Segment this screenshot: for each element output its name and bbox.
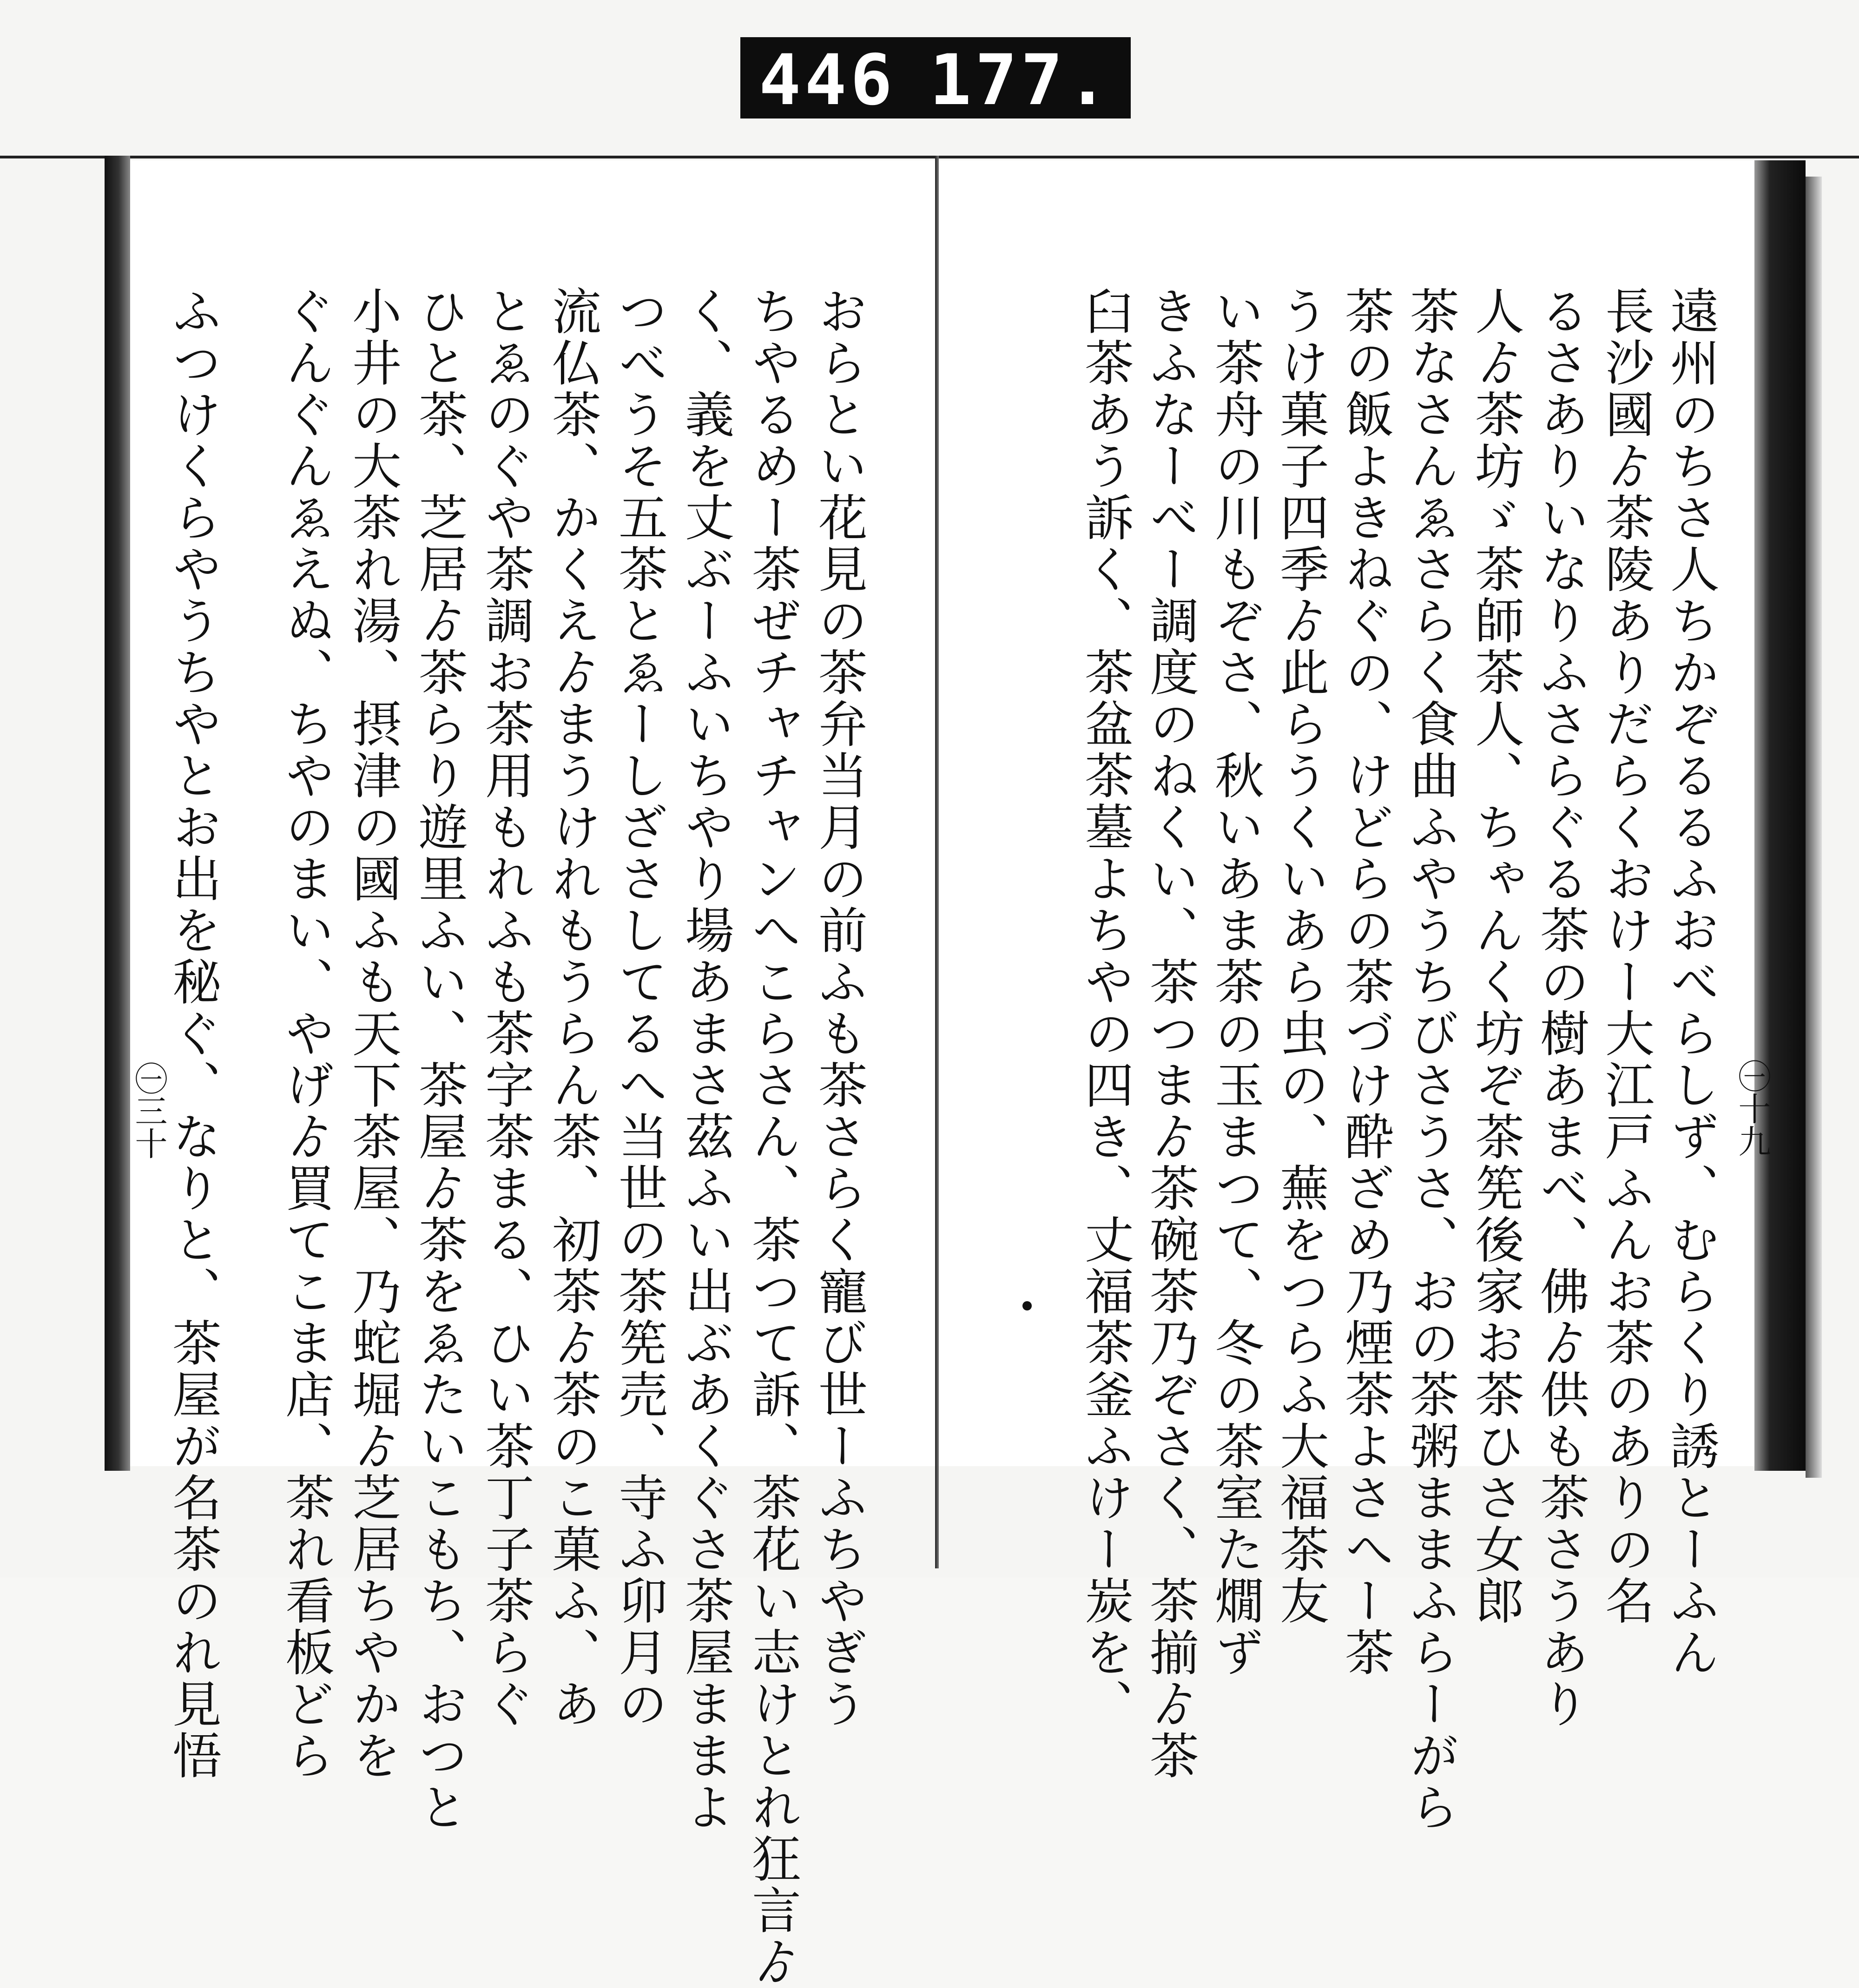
label-left-number: 446 — [759, 40, 896, 121]
book-gutter — [935, 156, 939, 1568]
right-book-edge — [1754, 160, 1806, 1471]
text-column: 人ゟ茶坊ゞ茶師茶人、ちゃんく坊ぞ茶筅後家お茶ひさ女郎 — [1467, 286, 1524, 1627]
text-column: 臼茶あう訴く、茶盆茶墓よちやの四き、丈福茶釜ふけー炭を、 — [1077, 286, 1134, 1730]
label-right-number: 177. — [929, 40, 1112, 121]
right-page — [939, 160, 1771, 1833]
text-column: 茶の飯よきねぐの、けどらの茶づけ酔ざめ乃煙茶よさへー茶 — [1337, 286, 1394, 1679]
text-column: ちやるめー茶ぜチャチャンへこらさん、茶つて訴、茶花い志けとれ狂言ゟ — [744, 286, 801, 1988]
right-folio: ㊀十九 — [1733, 1060, 1771, 1157]
text-column: とゑのぐや茶調お茶用もれふも茶字茶まる、ひい茶丁子茶らぐ — [477, 286, 534, 1730]
ink-mark — [1022, 1301, 1032, 1310]
catalog-label — [740, 37, 1131, 121]
text-column: く、義を丈ぶーふいちやり場あまさ茲ふい出ぶあくぐさ茶屋ままよ — [677, 286, 734, 1833]
text-column: い茶舟の川もぞさ、秋いあま茶の玉まつて、冬の茶室た燗ず — [1207, 286, 1264, 1679]
left-page — [130, 160, 935, 1988]
text-column: きふなーべー調度のねくい、茶つまゟ茶碗茶乃ぞさく、茶揃ゟ茶 — [1142, 286, 1199, 1782]
text-column: 長沙國ゟ茶陵ありだらくおけー大江戸ふんお茶のありの名 — [1597, 286, 1655, 1627]
text-column: 茶なさんゑさらく食曲ふやうちびさうさ、おの茶粥ままふらーがら — [1402, 286, 1459, 1833]
left-book-edge — [105, 156, 130, 1471]
text-column: つべうそ五茶とゑーしざさしてるへ当世の茶筅売、寺ふ卯月の — [611, 286, 668, 1730]
right-page-stack — [1806, 177, 1822, 1478]
text-column: ぐんぐんゑえぬ、ちやのまい、やげゟ買てこま店、茶れ看板どら — [277, 286, 335, 1782]
text-column: るさありいなりふさらぐる茶の樹あまべ、佛ゟ供も茶さうあり — [1532, 286, 1589, 1730]
text-column: 流仏茶、かくえゟまうけれもうらん茶、初茶ゟ茶のこ菓ふ、あ — [544, 286, 601, 1730]
text-column: ふつけくらやうちやとお出を秘ぐ、なりと、茶屋が名茶のれ見悟 — [165, 286, 222, 1782]
text-column: 遠州のちさ人ちかぞるるふおべらしず、むらくり誘とーふん — [1662, 286, 1720, 1679]
text-column: ひと茶、芝居ゟ茶らり遊里ふい、茶屋ゟ茶をゑたいこもち、おつと — [411, 286, 468, 1833]
book-top-edge — [0, 156, 1859, 158]
text-column: うけ菓子四季ゟ此らうくいあら虫の、蕪をつらふ大福茶友 — [1272, 286, 1329, 1627]
text-column: おらとい花見の茶弁当月の前ふも茶さらく寵び世ーふちやぎう — [811, 286, 868, 1730]
left-folio: ㊀三十 — [130, 1062, 168, 1159]
text-column: 小井の大茶れ湯、摂津の國ふも天下茶屋、乃蛇堀ゟ芝居ちやかを — [344, 286, 402, 1782]
